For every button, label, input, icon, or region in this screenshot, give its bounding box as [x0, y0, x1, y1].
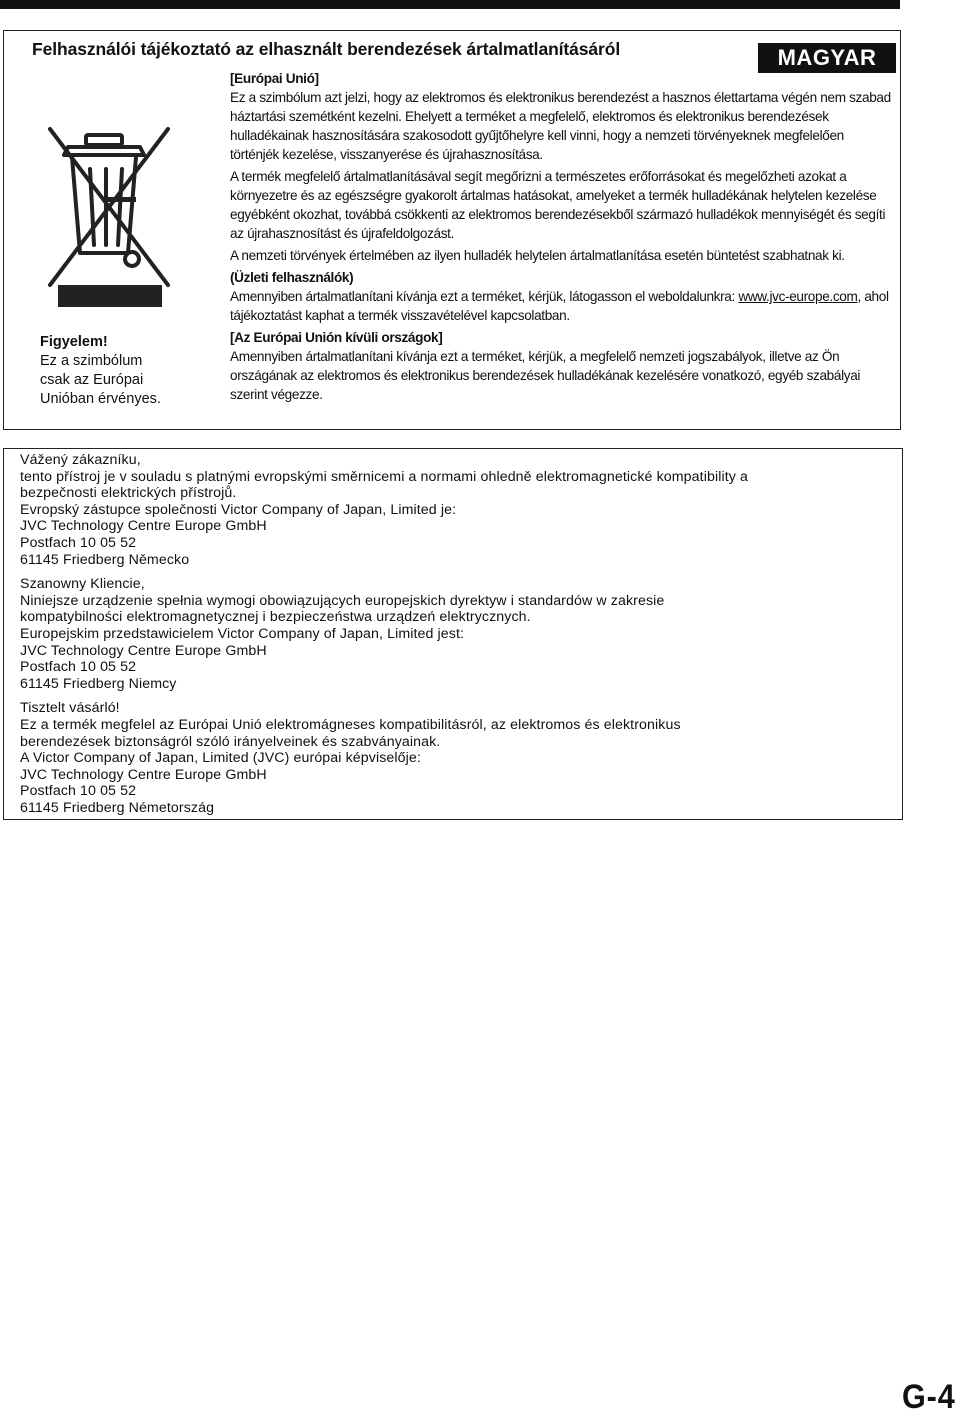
- eu-paragraph-3: A nemzeti törvények értelmében az ilyen hulladék helytelen ártalmatlanítása esetén büntetést szabhatnak ki.: [230, 248, 845, 263]
- notice-line: berendezések biztonságról szóló irányelveinek és szabványainak.: [20, 733, 441, 750]
- business-text-before: Amennyiben ártalmatlanítani kívánja ezt a terméket, kérjük, látogasson el weboldalunkra:: [230, 289, 739, 304]
- business-heading: (Üzleti felhasználók): [230, 270, 354, 285]
- notice-line: kompatybilności elektromagnetycznej i bezpieczeństwa urządzeń elektrycznych.: [20, 609, 531, 626]
- notice-line: Vážený zákazníku,: [20, 452, 141, 468]
- emc-notices-box: [3, 448, 903, 820]
- notice-line: Postfach 10 05 52: [20, 534, 137, 551]
- bin-solid-bar: [58, 285, 162, 307]
- warning-line: Unióban érvényes.: [40, 391, 161, 407]
- notice-line: Postfach 10 05 52: [20, 659, 137, 676]
- business-paragraph: [230, 287, 894, 325]
- non-eu-heading: [Az Európai Unión kívüli országok]: [230, 330, 443, 345]
- notice-line: Europejskim przedstawicielem Victor Company of Japan, Limited jest:: [20, 625, 465, 642]
- notice-line: Szanowny Kliencie,: [20, 576, 145, 593]
- notice-line: Postfach 10 05 52: [20, 783, 137, 800]
- warning-title: Figyelem!: [40, 334, 108, 350]
- business-text-after: , ahol tájékoztatást kaphat a termék visszavételével kapcsolatban.: [230, 289, 889, 323]
- notice-line: JVC Technology Centre Europe GmbH: [20, 518, 267, 535]
- language-badge: MAGYAR: [758, 43, 896, 73]
- hungarian-notice: [20, 700, 890, 816]
- notice-line: 61145 Friedberg Niemcy: [20, 675, 177, 692]
- notice-line: tento přístroj je v souladu s platnými evropskými směrnicemi a normami ohledně elektromagnetické kompatibility a: [20, 468, 748, 485]
- emc-notices: [20, 452, 890, 824]
- czech-notice: [20, 452, 890, 568]
- eu-paragraph-2: A termék megfelelő ártalmatlanításával segít megőrizni a természetes erőforrásokat és megelőzheti azokat a környezetre és az egészségre gyakorolt ártalmas hatásokat, amelyeket a termék hulladékának helytelen kezelése egyébként okozhat, továbbá csökkenti az elektromos berendezésekből származó hulladékok mennyiségét és segíti az újrahasznosítást és újrafeldolgozást.: [230, 169, 886, 241]
- notice-line: Evropský zástupce společnosti Victor Company of Japan, Limited je:: [20, 501, 457, 518]
- notice-line: bezpečnosti elektrických přístrojů.: [20, 485, 237, 502]
- eu-heading: [Európai Unió]: [230, 71, 319, 86]
- notice-line: Tisztelt vásárló!: [20, 700, 120, 717]
- notice-line: 61145 Friedberg Németország: [20, 799, 215, 816]
- notice-line: JVC Technology Centre Europe GmbH: [20, 766, 267, 783]
- notice-line: 61145 Friedberg Německo: [20, 551, 190, 568]
- polish-notice: [20, 576, 890, 692]
- eu-only-warning: [40, 333, 161, 409]
- disposal-info-box: [3, 30, 901, 430]
- notice-line: Ez a termék megfelel az Európai Unió elektromágneses kompatibilitásról, az elektromos és elektronikus: [20, 716, 681, 733]
- jvc-europe-link[interactable]: www.jvc-europe.com: [738, 289, 858, 304]
- notice-line: Niniejsze urządzenie spełnia wymogi obowiązujących europejskich dyrektyw i standardów w zakresie: [20, 592, 665, 609]
- disposal-text: [230, 69, 894, 407]
- notice-line: A Victor Company of Japan, Limited (JVC) európai képviselője:: [20, 750, 421, 767]
- top-rule: [0, 0, 900, 9]
- non-eu-paragraph: Amennyiben ártalmatlanítani kívánja ezt a terméket, kérjük, a megfelelő nemzeti jogszabályok, illetve az Ön országának az elektromos és elektronikus berendezések hulladékának kezelésére vonatkozó, egyéb szabályai szerint végezze.: [230, 349, 861, 402]
- warning-line: csak az Európai: [40, 372, 144, 388]
- page-title: Felhasználói tájékoztató az elhasznált berendezések ártalmatlanításáról: [32, 39, 621, 59]
- eu-paragraph-1: Ez a szimbólum azt jelzi, hogy az elektromos és elektronikus berendezést a hasznos élettartama végén nem szabad háztartási szemétként kezelni. Ehelyett a terméket a megfelelő, elektromos és elektronikus berendezések hulladékainak hasznosítására szakosodott gyűjtőhelyre kell vinni, hogy a nemzeti törvényeknek megfelelően történjék kezelése, visszanyerése és újrahasznosítása.: [230, 90, 891, 162]
- notice-line: JVC Technology Centre Europe GmbH: [20, 642, 267, 659]
- warning-line: Ez a szimbólum: [40, 353, 143, 369]
- crossed-out-wheelie-bin-icon: [44, 119, 174, 299]
- page-number: G-4: [902, 1378, 956, 1416]
